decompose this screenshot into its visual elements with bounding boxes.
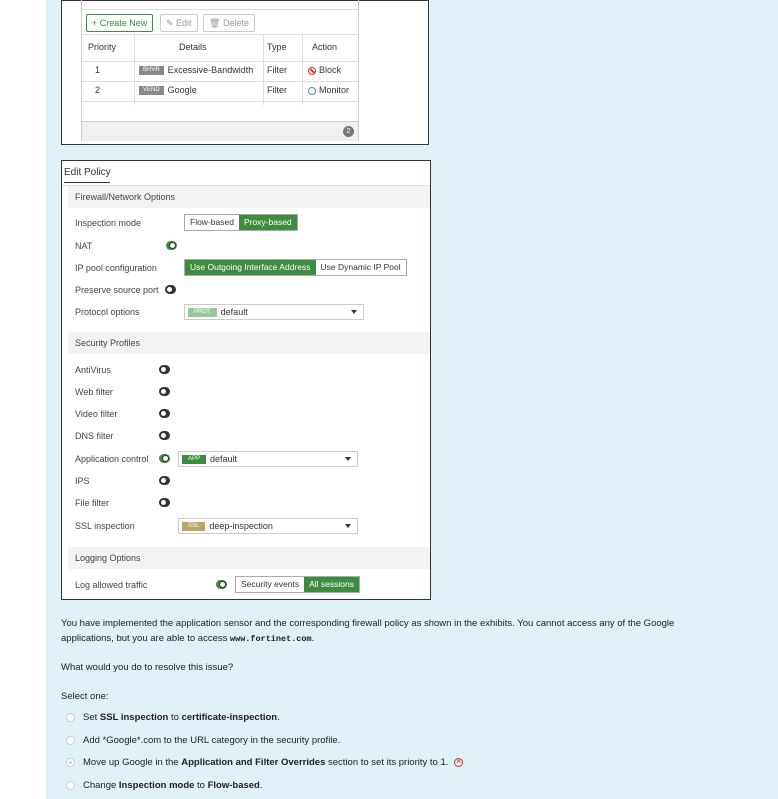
firewall-section-header: Firewall/Network Options xyxy=(68,186,430,208)
option-d-bold-2: Flow-based xyxy=(207,780,260,791)
ssl-inspection-select[interactable] xyxy=(178,518,358,534)
outgoing-interface-option[interactable]: Use Outgoing Interface Address xyxy=(185,260,316,275)
dynamic-ip-pool-option[interactable]: Use Dynamic IP Pool xyxy=(316,260,406,275)
select-one-label: Select one: xyxy=(61,691,109,702)
option-c-bold: Application and Filter Overrides xyxy=(181,757,326,768)
app-tag: APP xyxy=(182,455,206,464)
log-allowed-toggle[interactable] xyxy=(216,580,227,589)
log-allowed-label: Log allowed traffic xyxy=(75,580,148,590)
delete-label: Delete xyxy=(222,18,249,28)
table-header xyxy=(82,37,358,57)
app-control-select[interactable] xyxy=(178,451,358,467)
edit-label: Edit xyxy=(176,18,192,28)
col-details: Details xyxy=(179,42,207,52)
option-a-mid: to xyxy=(168,712,182,723)
option-b-text: Add *Google*.com to the URL category in the security profile. xyxy=(83,735,341,746)
inspection-mode-toggle[interactable] xyxy=(184,214,298,231)
file-filter-toggle[interactable] xyxy=(159,498,170,507)
app-control-toggle[interactable] xyxy=(159,454,170,463)
row-details xyxy=(139,60,253,80)
app-control-label: Application control xyxy=(75,454,149,464)
ssl-inspection-value: deep-inspection xyxy=(209,521,273,531)
row-count-badge: 2 xyxy=(343,126,354,137)
block-icon xyxy=(308,67,316,75)
video-filter-toggle[interactable] xyxy=(159,409,170,418)
nat-label: NAT xyxy=(75,241,93,251)
option-a-bold-2: certificate-inspection xyxy=(181,712,278,723)
table-row[interactable] xyxy=(82,60,358,80)
app-control-value: default xyxy=(210,454,238,464)
col-priority: Priority xyxy=(88,42,117,52)
col-action: Action xyxy=(312,42,338,52)
option-c-radio[interactable] xyxy=(66,758,75,767)
ssl-tag: SSL xyxy=(182,522,205,531)
ips-label: IPS xyxy=(75,476,90,486)
incorrect-icon xyxy=(454,758,463,767)
protocol-options-select[interactable] xyxy=(184,304,364,320)
antivirus-label: AntiVirus xyxy=(75,365,111,375)
monitor-icon xyxy=(308,87,316,95)
option-d-bold-1: Inspection mode xyxy=(118,780,195,791)
logging-section-header: Logging Options xyxy=(68,547,430,569)
row-action-text: Monitor xyxy=(319,85,350,95)
flow-based-option[interactable]: Flow-based xyxy=(185,215,239,230)
edit-policy-exhibit xyxy=(61,160,431,600)
option-c-text: Move up Google in the xyxy=(83,757,182,768)
row-action xyxy=(308,80,349,100)
question-domain: www.fortinet.com xyxy=(230,634,312,644)
ip-pool-label: IP pool configuration xyxy=(75,263,157,273)
option-a-text: Set xyxy=(83,712,100,723)
prot-tag: PROT xyxy=(188,308,217,317)
row-priority: 1 xyxy=(95,65,101,75)
option-d-end: . xyxy=(259,780,263,791)
ip-pool-toggle[interactable] xyxy=(184,259,407,276)
all-sessions-option[interactable]: All sessions xyxy=(304,577,359,592)
option-d-radio[interactable] xyxy=(66,781,75,790)
dns-filter-label: DNS filter xyxy=(75,431,114,441)
proxy-based-option[interactable]: Proxy-based xyxy=(239,215,297,230)
overrides-toolbar xyxy=(82,9,358,35)
option-a-end: . xyxy=(277,712,280,723)
row-details-text: Excessive-Bandwidth xyxy=(167,65,254,75)
policy-form xyxy=(68,186,430,598)
question-text: You have implemented the application sensor and the corresponding firewall policy as shown in the exhibits. You cannot access any of the Google applications, but you are able to access www.fortinet.com. xyxy=(61,618,675,644)
question-prompt: What would you do to resolve this issue? xyxy=(61,662,234,673)
dns-filter-toggle[interactable] xyxy=(159,431,170,440)
category-tag: VEND xyxy=(139,86,164,95)
preserve-port-label: Preserve source port xyxy=(75,285,159,295)
table-row[interactable] xyxy=(82,80,358,100)
row-details-text: Google xyxy=(167,85,197,95)
chevron-down-icon xyxy=(351,310,357,314)
option-a[interactable] xyxy=(83,712,280,723)
file-filter-label: File filter xyxy=(75,498,110,508)
nat-toggle[interactable] xyxy=(166,241,177,250)
row-type: Filter xyxy=(267,65,287,75)
option-c[interactable] xyxy=(83,757,463,768)
row-action xyxy=(308,60,341,80)
web-filter-toggle[interactable] xyxy=(159,387,170,396)
option-d[interactable] xyxy=(83,780,263,791)
col-type: Type xyxy=(267,42,287,52)
category-tag: BHVR xyxy=(139,66,164,75)
trash-icon: 🗑 xyxy=(209,18,223,28)
preserve-port-toggle[interactable] xyxy=(165,285,176,294)
edit-policy-header xyxy=(62,161,430,186)
row-priority: 2 xyxy=(95,85,101,95)
option-a-radio[interactable] xyxy=(66,713,75,722)
log-mode-toggle[interactable] xyxy=(235,576,360,593)
create-new-button[interactable]: + Create New xyxy=(86,14,153,32)
option-a-bold-1: SSL inspection xyxy=(99,712,169,723)
question-line-1: You have implemented the application sensor and the corresponding firewall policy as shown in the exhibits. You cannot access any of the Google xyxy=(61,618,675,629)
web-filter-label: Web filter xyxy=(75,387,113,397)
ssl-inspection-label: SSL inspection xyxy=(75,521,135,531)
protocol-value: default xyxy=(220,307,248,317)
edit-button[interactable] xyxy=(160,14,198,32)
inspection-mode-label: Inspection mode xyxy=(75,218,142,228)
option-b-radio[interactable] xyxy=(66,736,75,745)
video-filter-label: Video filter xyxy=(75,409,118,419)
row-action-text: Block xyxy=(319,65,342,75)
option-b[interactable] xyxy=(83,735,340,746)
overrides-table xyxy=(81,0,359,141)
row-type: Filter xyxy=(267,85,287,95)
antivirus-toggle[interactable] xyxy=(159,365,170,374)
delete-button[interactable] xyxy=(203,14,255,32)
security-section-header: Security Profiles xyxy=(68,332,430,354)
chevron-down-icon xyxy=(345,457,351,461)
option-c-end: section to set its priority to 1. xyxy=(325,757,449,768)
table-footer xyxy=(82,121,358,141)
option-d-mid: to xyxy=(194,780,208,791)
page-title: Edit Policy xyxy=(64,167,111,178)
pencil-icon: ✎ xyxy=(166,18,177,28)
security-events-option[interactable]: Security events xyxy=(236,577,304,592)
question-line-2: applications, but you are able to access xyxy=(61,633,228,644)
chevron-down-icon xyxy=(345,524,351,528)
protocol-options-label: Protocol options xyxy=(75,307,140,317)
ips-toggle[interactable] xyxy=(159,476,170,485)
sensor-exhibit xyxy=(61,0,429,145)
row-details xyxy=(139,80,197,100)
option-d-text: Change xyxy=(83,780,119,791)
